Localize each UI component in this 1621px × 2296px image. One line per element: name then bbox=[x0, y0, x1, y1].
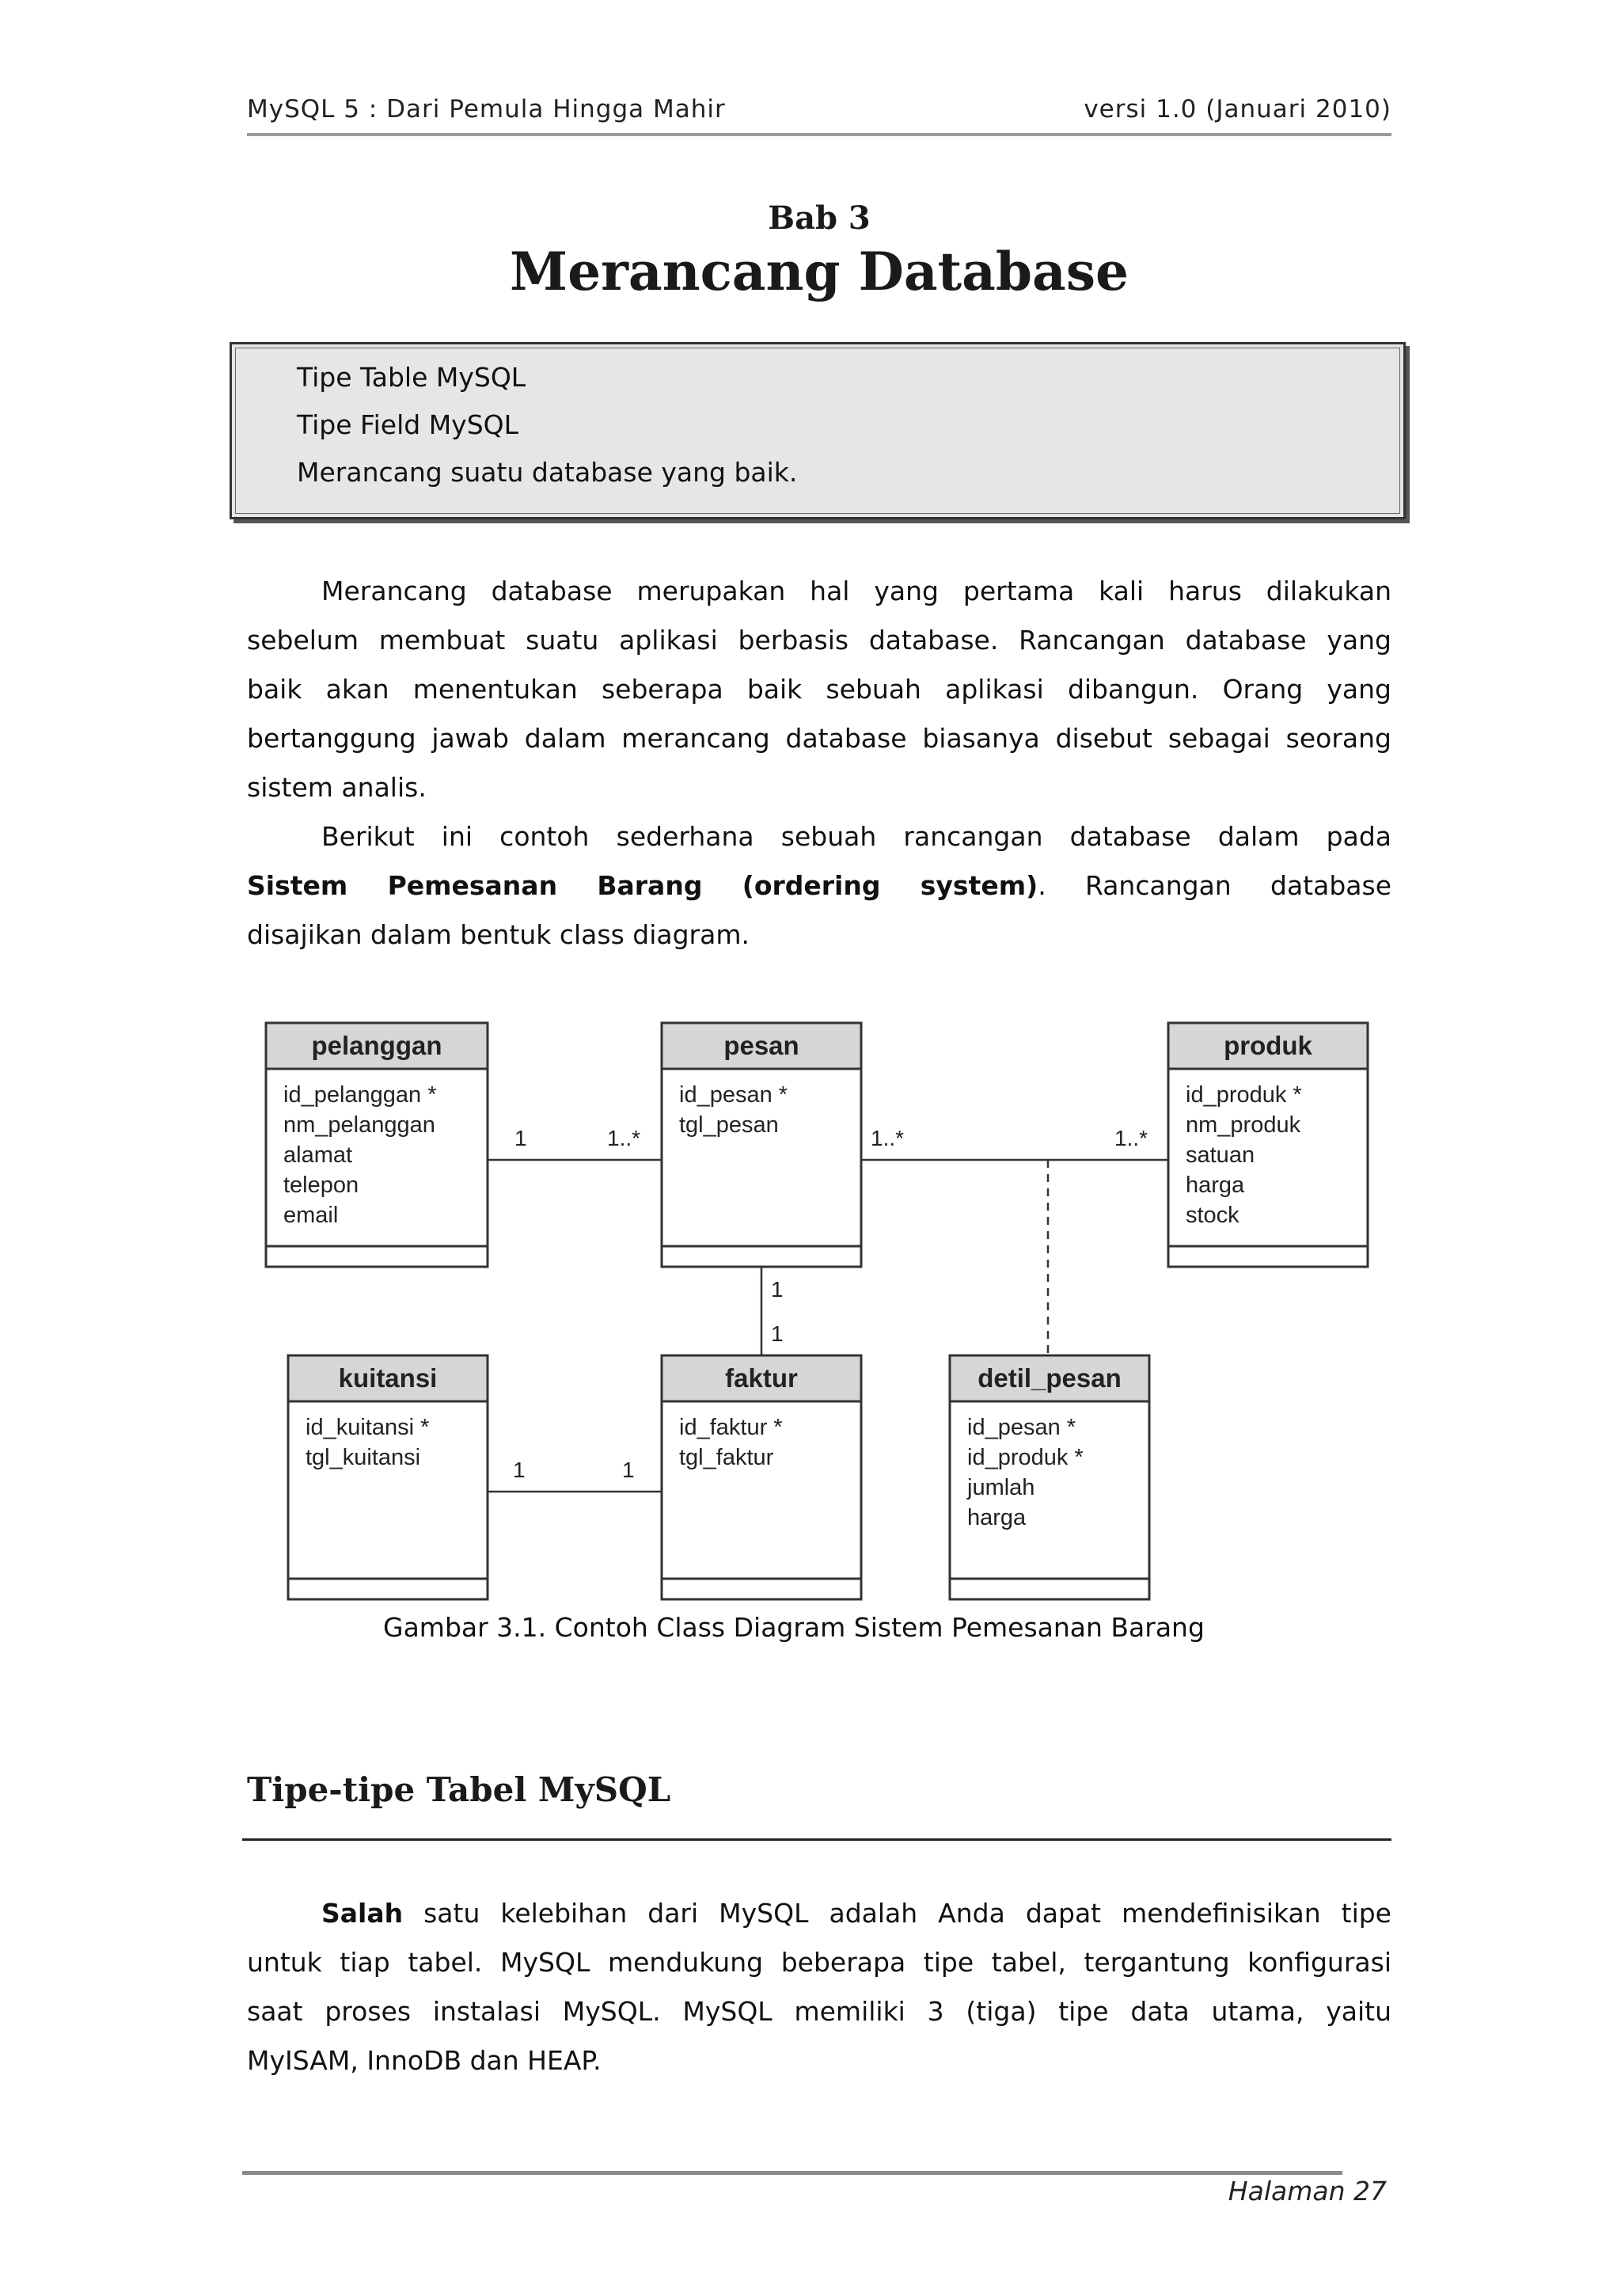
class-box-faktur bbox=[662, 1355, 861, 1599]
objective-item: Tipe Table MySQL bbox=[297, 362, 526, 393]
intro-line: baik akan menentukan seberapa baik sebuah aplikasi dibangun. Orang yang bbox=[247, 674, 1391, 705]
intro-line: sistem analis. bbox=[247, 772, 427, 803]
class-box-pelanggan bbox=[266, 1023, 488, 1267]
class-attribute: satuan bbox=[1186, 1142, 1255, 1168]
class-attribute: nm_produk bbox=[1186, 1112, 1301, 1138]
class-box-pesan bbox=[662, 1023, 861, 1267]
book-title: MySQL 5 : Dari Pemula Hingga Mahir bbox=[247, 95, 726, 124]
class-attribute: id_faktur * bbox=[679, 1415, 783, 1440]
section-line: MyISAM, InnoDB dan HEAP. bbox=[247, 2045, 602, 2076]
version-label: versi 1.0 (Januari 2010) bbox=[1084, 95, 1391, 124]
class-attribute: id_pesan * bbox=[679, 1082, 788, 1108]
class-name: pesan bbox=[723, 1031, 799, 1060]
class-attribute: tgl_pesan bbox=[679, 1112, 779, 1138]
page-number: Halaman 27 bbox=[1228, 2176, 1387, 2207]
class-attribute: id_produk * bbox=[967, 1445, 1084, 1470]
class-diagram bbox=[237, 1005, 1382, 1609]
class-name: pelanggan bbox=[311, 1031, 442, 1060]
class-name: faktur bbox=[725, 1363, 798, 1393]
class-name: detil_pesan bbox=[978, 1363, 1122, 1393]
system-line-rest: . Rancangan database bbox=[1038, 870, 1391, 901]
objective-item: Merancang suatu database yang baik. bbox=[297, 457, 798, 488]
intro-line: Merancang database merupakan hal yang pertama kali harus dilakukan bbox=[321, 576, 1391, 606]
example-last-line: disajikan dalam bentuk class diagram. bbox=[247, 919, 750, 950]
class-attribute: alamat bbox=[283, 1142, 353, 1168]
multiplicity-label: 1..* bbox=[871, 1126, 905, 1150]
system-name: Sistem Pemesanan Barang (ordering system) bbox=[247, 870, 1038, 901]
class-attribute: nm_pelanggan bbox=[283, 1112, 435, 1138]
class-attribute: id_produk * bbox=[1186, 1082, 1302, 1108]
class-box-produk bbox=[1168, 1023, 1368, 1267]
multiplicity-label: 1 bbox=[771, 1321, 784, 1346]
multiplicity-label: 1 bbox=[514, 1126, 527, 1150]
multiplicity-label: 1 bbox=[622, 1458, 635, 1482]
class-name: produk bbox=[1224, 1031, 1312, 1060]
footer-rule bbox=[242, 2171, 1342, 2175]
intro-line: sebelum membuat suatu aplikasi berbasis database. Rancangan database yang bbox=[247, 625, 1391, 656]
class-attribute: email bbox=[283, 1203, 339, 1228]
chapter-title: Merancang Database bbox=[510, 241, 1129, 302]
class-attribute: tgl_faktur bbox=[679, 1445, 774, 1470]
class-attribute: id_pelanggan * bbox=[283, 1082, 437, 1108]
class-name: kuitansi bbox=[338, 1363, 438, 1393]
objective-item: Tipe Field MySQL bbox=[297, 409, 519, 440]
multiplicity-label: 1..* bbox=[1114, 1126, 1148, 1150]
page-header bbox=[247, 90, 1391, 136]
multiplicity-label: 1 bbox=[513, 1458, 526, 1482]
section-rule bbox=[242, 1838, 1391, 1841]
chapter-objectives-box bbox=[230, 342, 1406, 519]
class-attribute: id_kuitansi * bbox=[306, 1415, 430, 1440]
section-line: untuk tiap tabel. MySQL mendukung beberapa tipe tabel, tergantung konfigurasi bbox=[247, 1947, 1391, 1978]
section-line bbox=[247, 1889, 1391, 1938]
class-attribute: id_pesan * bbox=[967, 1415, 1076, 1440]
intro-paragraph bbox=[247, 567, 1391, 960]
multiplicity-label: 1 bbox=[771, 1277, 784, 1302]
class-attribute: stock bbox=[1186, 1203, 1239, 1228]
class-box-kuitansi bbox=[288, 1355, 488, 1599]
section-line: saat proses instalasi MySQL. MySQL memiliki 3 (tiga) tipe data utama, yaitu bbox=[247, 1996, 1391, 2027]
class-attribute: tgl_kuitansi bbox=[306, 1445, 421, 1470]
class-attribute: jumlah bbox=[967, 1475, 1035, 1500]
example-line: Berikut ini contoh sederhana sebuah rancangan database dalam pada bbox=[321, 821, 1391, 852]
section-paragraph bbox=[247, 1889, 1391, 2085]
section-lead-bold: Salah bbox=[321, 1898, 404, 1929]
section-line-rest: satu kelebihan dari MySQL adalah Anda dapat mendefinisikan tipe bbox=[403, 1898, 1391, 1929]
figure-caption: Gambar 3.1. Contoh Class Diagram Sistem Pemesanan Barang bbox=[383, 1612, 1205, 1643]
section-title: Tipe-tipe Tabel MySQL bbox=[247, 1770, 671, 1809]
class-attribute: telepon bbox=[283, 1173, 359, 1198]
class-attribute: harga bbox=[967, 1505, 1027, 1530]
intro-line: bertanggung jawab dalam merancang database biasanya disebut sebagai seorang bbox=[247, 723, 1391, 754]
multiplicity-label: 1..* bbox=[607, 1126, 641, 1150]
chapter-number: Bab 3 bbox=[768, 200, 871, 237]
system-line bbox=[247, 861, 1391, 910]
class-box-detil-pesan bbox=[950, 1355, 1149, 1599]
class-attribute: harga bbox=[1186, 1173, 1245, 1198]
